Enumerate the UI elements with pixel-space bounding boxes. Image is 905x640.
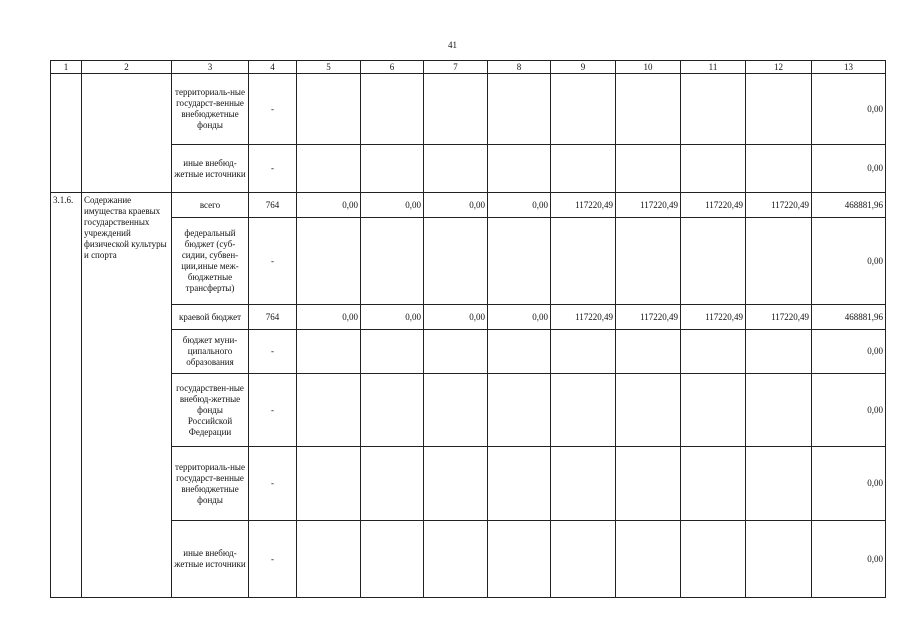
value-cell: 117220,49 bbox=[681, 193, 746, 218]
cell-empty bbox=[82, 74, 172, 193]
item-number: 3.1.6. bbox=[51, 193, 82, 598]
total-cell: 0,00 bbox=[812, 218, 886, 305]
total-cell: 468881,96 bbox=[812, 193, 886, 218]
funding-source: бюджет муни-ципального образования bbox=[172, 330, 249, 374]
funding-source: государствен-ные внебюд-жетные фонды Российской Федерации bbox=[172, 374, 249, 447]
column-header: 3 bbox=[172, 61, 249, 74]
funding-source: территориаль-ные государст-венные внебюджетные фонды bbox=[172, 447, 249, 521]
column-header: 4 bbox=[249, 61, 297, 74]
column-header: 6 bbox=[361, 61, 424, 74]
table-row bbox=[51, 145, 886, 193]
total-cell: 0,00 bbox=[812, 145, 886, 193]
column-header: 11 bbox=[681, 61, 746, 74]
header-row bbox=[51, 61, 886, 74]
column-header: 12 bbox=[746, 61, 812, 74]
table-row bbox=[51, 218, 886, 305]
column-header: 10 bbox=[616, 61, 681, 74]
value-cell: 117220,49 bbox=[616, 305, 681, 330]
value-cell: 117220,49 bbox=[681, 305, 746, 330]
budget-table bbox=[50, 60, 886, 598]
code-cell: 764 bbox=[249, 193, 297, 218]
table-row bbox=[51, 193, 886, 218]
table-row bbox=[51, 330, 886, 374]
column-header: 13 bbox=[812, 61, 886, 74]
code-cell: - bbox=[249, 447, 297, 521]
total-cell: 0,00 bbox=[812, 74, 886, 145]
code-cell: - bbox=[249, 374, 297, 447]
column-header: 5 bbox=[297, 61, 361, 74]
column-header: 9 bbox=[551, 61, 616, 74]
value-cell: 0,00 bbox=[297, 193, 361, 218]
value-cell: 0,00 bbox=[424, 193, 488, 218]
column-header: 7 bbox=[424, 61, 488, 74]
total-cell: 0,00 bbox=[812, 374, 886, 447]
funding-source: краевой бюджет bbox=[172, 305, 249, 330]
value-cell: 117220,49 bbox=[551, 305, 616, 330]
code-cell: - bbox=[249, 521, 297, 598]
table-row bbox=[51, 74, 886, 145]
funding-source: иные внебюд-жетные источники bbox=[172, 521, 249, 598]
item-name: Содержание имущества краевых государственных учреждений физической культуры и спорта bbox=[82, 193, 172, 598]
funding-source: всего bbox=[172, 193, 249, 218]
table-row bbox=[51, 374, 886, 447]
code-cell: - bbox=[249, 74, 297, 145]
value-cell: 0,00 bbox=[297, 305, 361, 330]
value-cell: 0,00 bbox=[488, 305, 551, 330]
funding-source: иные внебюд-жетные источники bbox=[172, 145, 249, 193]
code-cell: - bbox=[249, 330, 297, 374]
column-header: 2 bbox=[82, 61, 172, 74]
code-cell: - bbox=[249, 218, 297, 305]
table-row bbox=[51, 521, 886, 598]
value-cell: 117220,49 bbox=[616, 193, 681, 218]
funding-source: территориаль-ные государст-венные внебюджетные фонды bbox=[172, 74, 249, 145]
total-cell: 468881,96 bbox=[812, 305, 886, 330]
column-header: 1 bbox=[51, 61, 82, 74]
value-cell: 0,00 bbox=[424, 305, 488, 330]
total-cell: 0,00 bbox=[812, 330, 886, 374]
code-cell: - bbox=[249, 145, 297, 193]
value-cell: 0,00 bbox=[361, 305, 424, 330]
value-cell: 117220,49 bbox=[746, 305, 812, 330]
code-cell: 764 bbox=[249, 305, 297, 330]
table-row bbox=[51, 447, 886, 521]
page-number: 41 bbox=[448, 40, 457, 50]
table-row bbox=[51, 305, 886, 330]
value-cell: 117220,49 bbox=[551, 193, 616, 218]
value-cell: 117220,49 bbox=[746, 193, 812, 218]
value-cell: 0,00 bbox=[361, 193, 424, 218]
total-cell: 0,00 bbox=[812, 447, 886, 521]
funding-source: федеральный бюджет (суб-сидии, субвен-ции,иные меж-бюджетные трансферты) bbox=[172, 218, 249, 305]
column-header: 8 bbox=[488, 61, 551, 74]
total-cell: 0,00 bbox=[812, 521, 886, 598]
value-cell: 0,00 bbox=[488, 193, 551, 218]
cell-empty bbox=[51, 74, 82, 193]
